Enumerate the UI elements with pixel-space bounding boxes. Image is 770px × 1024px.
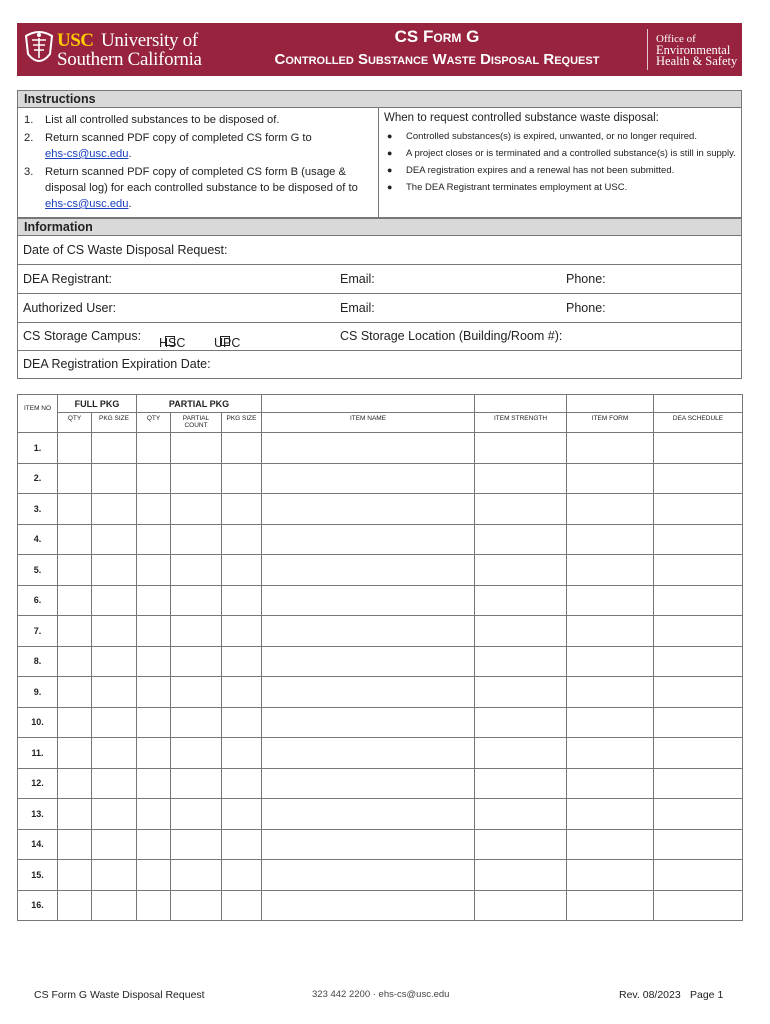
- partial-qty-cell[interactable]: [137, 738, 171, 769]
- item-number: 13.: [18, 799, 58, 830]
- table-row: [18, 494, 743, 525]
- item-number: 8.: [18, 646, 58, 677]
- full-qty-cell[interactable]: [58, 677, 92, 708]
- table-row: [18, 890, 743, 921]
- dea-schedule-cell[interactable]: [654, 677, 743, 708]
- full-qty-cell[interactable]: [58, 768, 92, 799]
- dea-schedule-cell[interactable]: [654, 738, 743, 769]
- item-strength-cell[interactable]: [475, 768, 567, 799]
- partial-pkg-size-cell[interactable]: [222, 860, 262, 891]
- table-row: [18, 860, 743, 891]
- full-qty-cell[interactable]: [58, 738, 92, 769]
- item-form-cell[interactable]: [567, 433, 654, 464]
- partial-pkg-size-cell[interactable]: [222, 524, 262, 555]
- item-name-cell[interactable]: [262, 860, 475, 891]
- dea-schedule-cell[interactable]: [654, 707, 743, 738]
- col-item-no: ITEM NO: [18, 395, 58, 433]
- footer-contact: 323 442 2200 · ehs-cs@usc.edu: [312, 989, 450, 1000]
- item-number: 12.: [18, 768, 58, 799]
- partial-pkg-size-cell[interactable]: [222, 433, 262, 464]
- partial-count-cell[interactable]: [171, 433, 222, 464]
- col-group-partial-pkg: PARTIAL PKG: [137, 395, 262, 413]
- full-qty-cell[interactable]: [58, 799, 92, 830]
- item-name-cell[interactable]: [262, 799, 475, 830]
- item-strength-cell[interactable]: [475, 707, 567, 738]
- ehs-office-line1: Office of: [656, 33, 696, 45]
- col-dea-schedule: DEA SCHEDULE: [654, 413, 743, 433]
- instructions-steps: [18, 108, 379, 217]
- full-pkg-size-cell[interactable]: [92, 677, 137, 708]
- disposal-criteria: [384, 112, 739, 198]
- item-strength-cell[interactable]: [475, 433, 567, 464]
- full-qty-cell[interactable]: [58, 616, 92, 647]
- table-row: [18, 799, 743, 830]
- form-title: CS Form G: [394, 27, 480, 46]
- footer-page-number: Page 1: [690, 989, 724, 1001]
- col-item-strength: ITEM STRENGTH: [475, 413, 567, 433]
- item-strength-cell[interactable]: [475, 738, 567, 769]
- item-form-cell[interactable]: [567, 890, 654, 921]
- dea-schedule-cell[interactable]: [654, 555, 743, 586]
- col-full-pkg-size: PKG SIZE: [92, 413, 137, 433]
- storage-row: CS Storage Campus: HSC UPC CS Storage Location (Building/Room #):: [17, 322, 742, 351]
- partial-pkg-size-cell[interactable]: [222, 555, 262, 586]
- banner-divider: [647, 29, 648, 70]
- full-pkg-size-cell[interactable]: [92, 494, 137, 525]
- item-number: 7.: [18, 616, 58, 647]
- storage-location-label: CS Storage Location (Building/Room #):: [340, 329, 563, 343]
- item-number: 15.: [18, 860, 58, 891]
- full-pkg-size-cell[interactable]: [92, 829, 137, 860]
- col-item-form: ITEM FORM: [567, 413, 654, 433]
- full-pkg-size-cell[interactable]: [92, 646, 137, 677]
- item-name-cell[interactable]: [262, 494, 475, 525]
- table-row: [18, 646, 743, 677]
- item-form-cell[interactable]: [567, 799, 654, 830]
- item-number: 1.: [18, 433, 58, 464]
- partial-count-cell[interactable]: [171, 524, 222, 555]
- item-form-cell[interactable]: [567, 555, 654, 586]
- full-pkg-size-cell[interactable]: [92, 616, 137, 647]
- item-strength-cell[interactable]: [475, 890, 567, 921]
- ehs-email-link-2[interactable]: ehs-cs@usc.edu: [45, 198, 129, 210]
- item-form-cell[interactable]: [567, 524, 654, 555]
- registrant-row: [17, 265, 742, 294]
- full-qty-cell[interactable]: [58, 463, 92, 494]
- item-strength-cell[interactable]: [475, 860, 567, 891]
- partial-qty-cell[interactable]: [137, 677, 171, 708]
- item-name-cell[interactable]: [262, 646, 475, 677]
- request-date-label: Date of CS Waste Disposal Request:: [23, 243, 228, 257]
- item-strength-cell[interactable]: [475, 555, 567, 586]
- registrant-label: DEA Registrant:: [23, 272, 112, 286]
- full-pkg-size-cell[interactable]: [92, 433, 137, 464]
- item-form-cell[interactable]: [567, 768, 654, 799]
- partial-count-cell[interactable]: [171, 860, 222, 891]
- partial-pkg-size-cell[interactable]: [222, 829, 262, 860]
- col-partial-pkg-size: PKG SIZE: [222, 413, 262, 433]
- item-form-cell[interactable]: [567, 860, 654, 891]
- instruction-step-2: 2. Return scanned PDF copy of completed CS form G to ehs-cs@usc.edu.: [24, 132, 312, 160]
- full-pkg-size-cell[interactable]: [92, 860, 137, 891]
- item-name-cell[interactable]: [262, 463, 475, 494]
- item-strength-cell[interactable]: [475, 799, 567, 830]
- item-number: 11.: [18, 738, 58, 769]
- col-item-name: ITEM NAME: [262, 413, 475, 433]
- partial-count-cell[interactable]: [171, 616, 222, 647]
- dea-schedule-cell[interactable]: [654, 616, 743, 647]
- item-number: 5.: [18, 555, 58, 586]
- full-pkg-size-cell[interactable]: [92, 463, 137, 494]
- item-name-cell[interactable]: [262, 707, 475, 738]
- table-row: [18, 433, 743, 464]
- partial-qty-cell[interactable]: [137, 494, 171, 525]
- dea-schedule-cell[interactable]: [654, 768, 743, 799]
- partial-pkg-size-cell[interactable]: [222, 890, 262, 921]
- full-pkg-size-cell[interactable]: [92, 738, 137, 769]
- full-pkg-size-cell[interactable]: [92, 890, 137, 921]
- authorized-user-row: [17, 294, 742, 323]
- full-pkg-size-cell[interactable]: [92, 555, 137, 586]
- item-form-cell[interactable]: [567, 616, 654, 647]
- table-header-row: [18, 395, 743, 413]
- dea-schedule-cell[interactable]: [654, 463, 743, 494]
- partial-pkg-size-cell[interactable]: [222, 646, 262, 677]
- dea-schedule-cell[interactable]: [654, 829, 743, 860]
- item-strength-cell[interactable]: [475, 463, 567, 494]
- col-partial-qty: QTY: [137, 413, 171, 433]
- registrant-phone-label: Phone:: [566, 272, 606, 286]
- full-qty-cell[interactable]: [58, 433, 92, 464]
- partial-pkg-size-cell[interactable]: [222, 677, 262, 708]
- item-number: 9.: [18, 677, 58, 708]
- partial-pkg-size-cell[interactable]: [222, 616, 262, 647]
- item-number: 10.: [18, 707, 58, 738]
- item-strength-cell[interactable]: [475, 585, 567, 616]
- full-pkg-size-cell[interactable]: [92, 707, 137, 738]
- footer-revision: Rev. 08/2023: [619, 989, 681, 1001]
- item-strength-cell[interactable]: [475, 494, 567, 525]
- col-header-spacer: [654, 395, 743, 413]
- ehs-office-line2: Environmental: [656, 43, 731, 57]
- partial-count-cell[interactable]: [171, 677, 222, 708]
- partial-pkg-size-cell[interactable]: [222, 768, 262, 799]
- dea-schedule-cell[interactable]: [654, 494, 743, 525]
- item-name-cell[interactable]: [262, 829, 475, 860]
- table-row: [18, 829, 743, 860]
- header-banner: [17, 23, 742, 76]
- item-number: 4.: [18, 524, 58, 555]
- partial-count-cell[interactable]: [171, 890, 222, 921]
- table-subheader-row: [18, 413, 743, 433]
- item-name-cell[interactable]: [262, 768, 475, 799]
- partial-qty-cell[interactable]: [137, 555, 171, 586]
- criteria-bullet: ● The DEA Registrant terminates employment at USC.: [384, 181, 739, 194]
- information-heading: Information: [17, 218, 742, 236]
- logo-university-text: University of: [101, 30, 198, 51]
- criteria-bullet: ● DEA registration expires and a renewal has not been submitted.: [384, 164, 739, 177]
- form-subtitle: Controlled Substance Waste Disposal Request: [274, 51, 600, 68]
- full-qty-cell[interactable]: [58, 494, 92, 525]
- usc-logo: [23, 28, 223, 72]
- instruction-step-1: 1. List all controlled substances to be disposed of.: [24, 114, 280, 126]
- partial-qty-cell[interactable]: [137, 616, 171, 647]
- instructions-box: [17, 108, 742, 218]
- item-form-cell[interactable]: [567, 677, 654, 708]
- col-header-spacer: [567, 395, 654, 413]
- table-row: [18, 707, 743, 738]
- item-form-cell[interactable]: [567, 494, 654, 525]
- col-full-qty: QTY: [58, 413, 92, 433]
- dea-schedule-cell[interactable]: [654, 433, 743, 464]
- item-name-cell[interactable]: [262, 433, 475, 464]
- partial-count-cell[interactable]: [171, 646, 222, 677]
- authorized-user-label: Authorized User:: [23, 301, 117, 315]
- partial-qty-cell[interactable]: [137, 890, 171, 921]
- expiration-date-label: DEA Registration Expiration Date:: [23, 357, 211, 371]
- authorized-email-label: Email:: [340, 301, 375, 315]
- partial-count-cell[interactable]: [171, 768, 222, 799]
- authorized-phone-label: Phone:: [566, 301, 606, 315]
- partial-qty-cell[interactable]: [137, 585, 171, 616]
- table-row: [18, 768, 743, 799]
- item-form-cell[interactable]: [567, 829, 654, 860]
- criteria-bullet: ● Controlled substances(s) is expired, unwanted, or no longer required.: [384, 130, 739, 143]
- registrant-email-label: Email:: [340, 272, 375, 286]
- item-number: 3.: [18, 494, 58, 525]
- item-form-cell[interactable]: [567, 646, 654, 677]
- full-qty-cell[interactable]: [58, 555, 92, 586]
- full-qty-cell[interactable]: [58, 707, 92, 738]
- ehs-office-logo: [656, 34, 737, 67]
- partial-qty-cell[interactable]: [137, 433, 171, 464]
- item-name-cell[interactable]: [262, 585, 475, 616]
- dea-schedule-cell[interactable]: [654, 524, 743, 555]
- full-pkg-size-cell[interactable]: [92, 768, 137, 799]
- table-row: [18, 677, 743, 708]
- partial-qty-cell[interactable]: [137, 463, 171, 494]
- ehs-office-line3: Health & Safety: [656, 54, 738, 68]
- partial-pkg-size-cell[interactable]: [222, 585, 262, 616]
- table-row: [18, 738, 743, 769]
- logo-usc-text: USC: [57, 30, 94, 51]
- table-body: [18, 433, 743, 921]
- item-name-cell[interactable]: [262, 616, 475, 647]
- item-name-cell[interactable]: [262, 677, 475, 708]
- logo-southern-california-text: Southern California: [57, 49, 202, 70]
- full-qty-cell[interactable]: [58, 646, 92, 677]
- table-row: [18, 524, 743, 555]
- request-date-field[interactable]: [17, 236, 742, 265]
- full-qty-cell[interactable]: [58, 890, 92, 921]
- dea-schedule-cell[interactable]: [654, 860, 743, 891]
- partial-pkg-size-cell[interactable]: [222, 463, 262, 494]
- col-group-full-pkg: FULL PKG: [58, 395, 137, 413]
- upc-checkbox[interactable]: [220, 336, 230, 346]
- partial-pkg-size-cell[interactable]: [222, 494, 262, 525]
- storage-campus-label: CS Storage Campus:: [23, 329, 142, 343]
- partial-qty-cell[interactable]: [137, 707, 171, 738]
- full-qty-cell[interactable]: [58, 829, 92, 860]
- bullet-icon: ●: [387, 165, 393, 175]
- instruction-step-3: 3. Return scanned PDF copy of completed CS form B (usage & disposal log) for each controlled substance to be disposed of to ehs-cs@usc.edu.: [24, 166, 358, 210]
- item-form-cell[interactable]: [567, 738, 654, 769]
- item-strength-cell[interactable]: [475, 829, 567, 860]
- partial-count-cell[interactable]: [171, 494, 222, 525]
- item-form-cell[interactable]: [567, 707, 654, 738]
- hsc-checkbox[interactable]: [165, 336, 175, 346]
- partial-pkg-size-cell[interactable]: [222, 799, 262, 830]
- dea-schedule-cell[interactable]: [654, 799, 743, 830]
- full-qty-cell[interactable]: [58, 860, 92, 891]
- item-number: 6.: [18, 585, 58, 616]
- table-row: [18, 616, 743, 647]
- dea-schedule-cell[interactable]: [654, 646, 743, 677]
- col-partial-count: PARTIAL COUNT: [171, 413, 222, 433]
- item-strength-cell[interactable]: [475, 524, 567, 555]
- item-strength-cell[interactable]: [475, 616, 567, 647]
- partial-count-cell[interactable]: [171, 799, 222, 830]
- partial-pkg-size-cell[interactable]: [222, 707, 262, 738]
- bullet-icon: ●: [387, 182, 393, 192]
- col-header-spacer: [262, 395, 475, 413]
- item-strength-cell[interactable]: [475, 677, 567, 708]
- partial-pkg-size-cell[interactable]: [222, 738, 262, 769]
- full-qty-cell[interactable]: [58, 524, 92, 555]
- bullet-icon: ●: [387, 148, 393, 158]
- item-name-cell[interactable]: [262, 555, 475, 586]
- instructions-heading: Instructions: [17, 90, 742, 108]
- item-form-cell[interactable]: [567, 585, 654, 616]
- usc-seal-icon: [23, 30, 55, 68]
- item-form-cell[interactable]: [567, 463, 654, 494]
- full-pkg-size-cell[interactable]: [92, 524, 137, 555]
- item-name-cell[interactable]: [262, 524, 475, 555]
- partial-count-cell[interactable]: [171, 738, 222, 769]
- disposal-items-table: [17, 394, 743, 921]
- partial-count-cell[interactable]: [171, 555, 222, 586]
- table-row: [18, 555, 743, 586]
- bullet-icon: ●: [387, 131, 393, 141]
- partial-qty-cell[interactable]: [137, 768, 171, 799]
- partial-count-cell[interactable]: [171, 829, 222, 860]
- partial-count-cell[interactable]: [171, 707, 222, 738]
- partial-qty-cell[interactable]: [137, 646, 171, 677]
- table-row: [18, 463, 743, 494]
- footer-form-name: CS Form G Waste Disposal Request: [34, 989, 205, 1001]
- item-number: 16.: [18, 890, 58, 921]
- item-strength-cell[interactable]: [475, 646, 567, 677]
- item-name-cell[interactable]: [262, 890, 475, 921]
- disposal-criteria-heading: When to request controlled substance waste disposal:: [384, 112, 659, 124]
- full-pkg-size-cell[interactable]: [92, 799, 137, 830]
- full-qty-cell[interactable]: [58, 585, 92, 616]
- expiration-date-field[interactable]: [17, 350, 742, 379]
- ehs-email-link-1[interactable]: ehs-cs@usc.edu: [45, 148, 129, 160]
- table-row: [18, 585, 743, 616]
- partial-count-cell[interactable]: [171, 585, 222, 616]
- partial-qty-cell[interactable]: [137, 524, 171, 555]
- full-pkg-size-cell[interactable]: [92, 585, 137, 616]
- partial-qty-cell[interactable]: [137, 799, 171, 830]
- item-number: 2.: [18, 463, 58, 494]
- partial-count-cell[interactable]: [171, 463, 222, 494]
- criteria-bullet: ● A project closes or is terminated and a controlled substance(s) is still in supply.: [384, 147, 739, 160]
- col-header-spacer: [475, 395, 567, 413]
- item-number: 14.: [18, 829, 58, 860]
- item-name-cell[interactable]: [262, 738, 475, 769]
- partial-qty-cell[interactable]: [137, 829, 171, 860]
- dea-schedule-cell[interactable]: [654, 890, 743, 921]
- dea-schedule-cell[interactable]: [654, 585, 743, 616]
- partial-qty-cell[interactable]: [137, 860, 171, 891]
